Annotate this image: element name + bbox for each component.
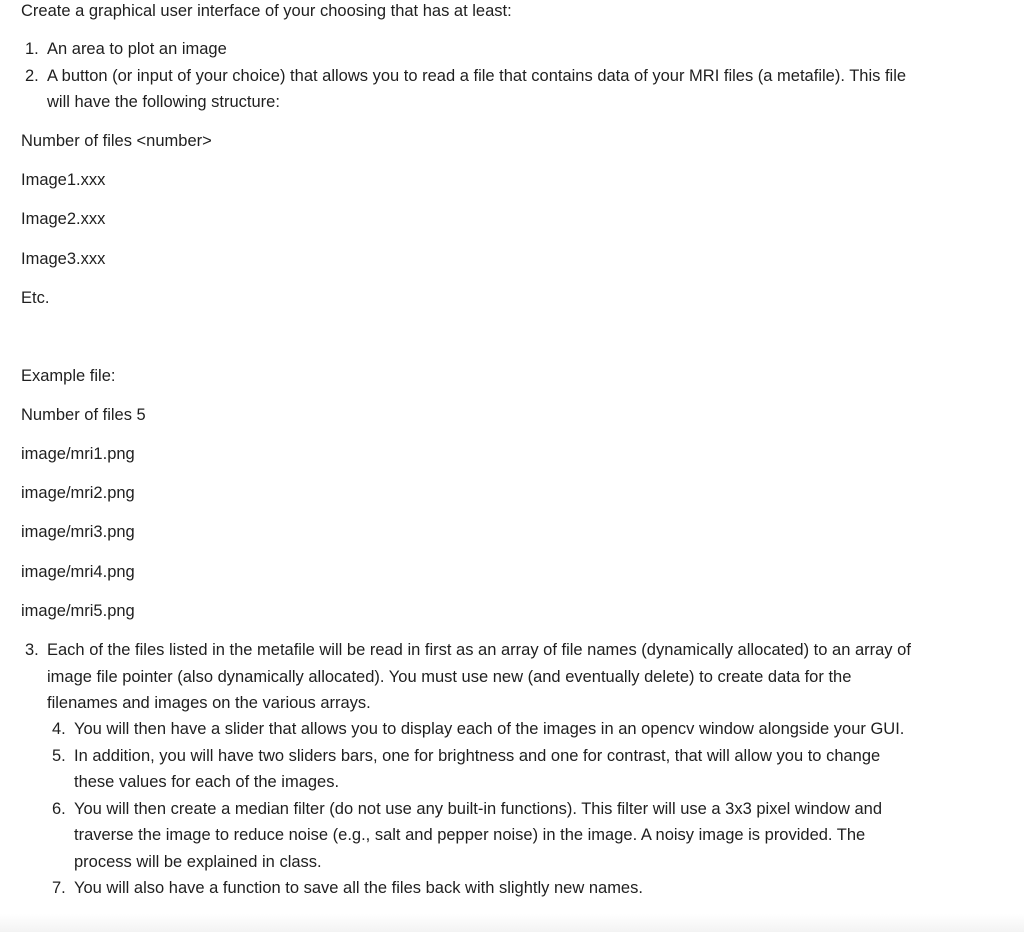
example-line: image/mri3.png: [21, 523, 135, 541]
structure-line: Image3.xxx: [21, 250, 106, 268]
example-line: image/mri1.png: [21, 445, 135, 463]
structure-line: Number of files <number>: [21, 132, 212, 150]
structure-line: Etc.: [21, 289, 50, 307]
list-item: [25, 637, 922, 717]
requirements-list-3: [25, 637, 922, 717]
list-number: 5.: [52, 746, 66, 765]
list-item: [25, 36, 927, 63]
intro-text: Create a graphical user interface of your choosing that has at least:: [21, 2, 512, 20]
list-item: [52, 716, 924, 743]
list-number: 7.: [52, 879, 66, 897]
requirements-list-b: [52, 716, 924, 902]
list-item: [52, 743, 924, 796]
list-text: A button (or input of your choice) that allows you to read a file that contains data of your MRI files (a metafile). This file will have the following structure:: [47, 66, 907, 111]
requirements-list-a: [25, 36, 927, 116]
list-text: In addition, you will have two sliders bars, one for brightness and one for contrast, that will allow you to change these values for each of the images.: [74, 746, 881, 791]
list-text: An area to plot an image: [47, 40, 227, 58]
structure-line: Image1.xxx: [21, 171, 106, 189]
list-text: You will then have a slider that allows you to display each of the images in an opencv window alongside your GUI.: [74, 720, 905, 738]
example-line: Number of files 5: [21, 406, 146, 424]
list-number: 4.: [52, 720, 66, 738]
example-heading: Example file:: [21, 367, 116, 385]
list-item: [52, 796, 924, 876]
list-item: [52, 875, 924, 902]
example-line: image/mri5.png: [21, 602, 135, 620]
bottom-fade: [0, 914, 1024, 932]
list-text: You will then create a median filter (do not use any built-in functions). This filter will use a 3x3 pixel window and traverse the image to reduce noise (e.g., salt and pepper noise) in the image. A noisy image is provided. The process will be explained in class.: [74, 799, 883, 871]
list-item: [25, 63, 927, 116]
list-number: 2.: [25, 66, 39, 85]
list-number: 1.: [25, 40, 39, 58]
list-number: 3.: [25, 641, 39, 659]
example-line: image/mri4.png: [21, 563, 135, 581]
list-text: You will also have a function to save all the files back with slightly new names.: [74, 879, 643, 897]
list-number: 6.: [52, 799, 66, 818]
structure-line: Image2.xxx: [21, 210, 106, 228]
list-text: Each of the files listed in the metafile will be read in first as an array of file names (dynamically allocated) to an array of image file pointer (also dynamically allocated). You must use new (and eventually delete) to create data for the filenames and images on the various arrays.: [47, 641, 911, 712]
example-line: image/mri2.png: [21, 484, 135, 502]
